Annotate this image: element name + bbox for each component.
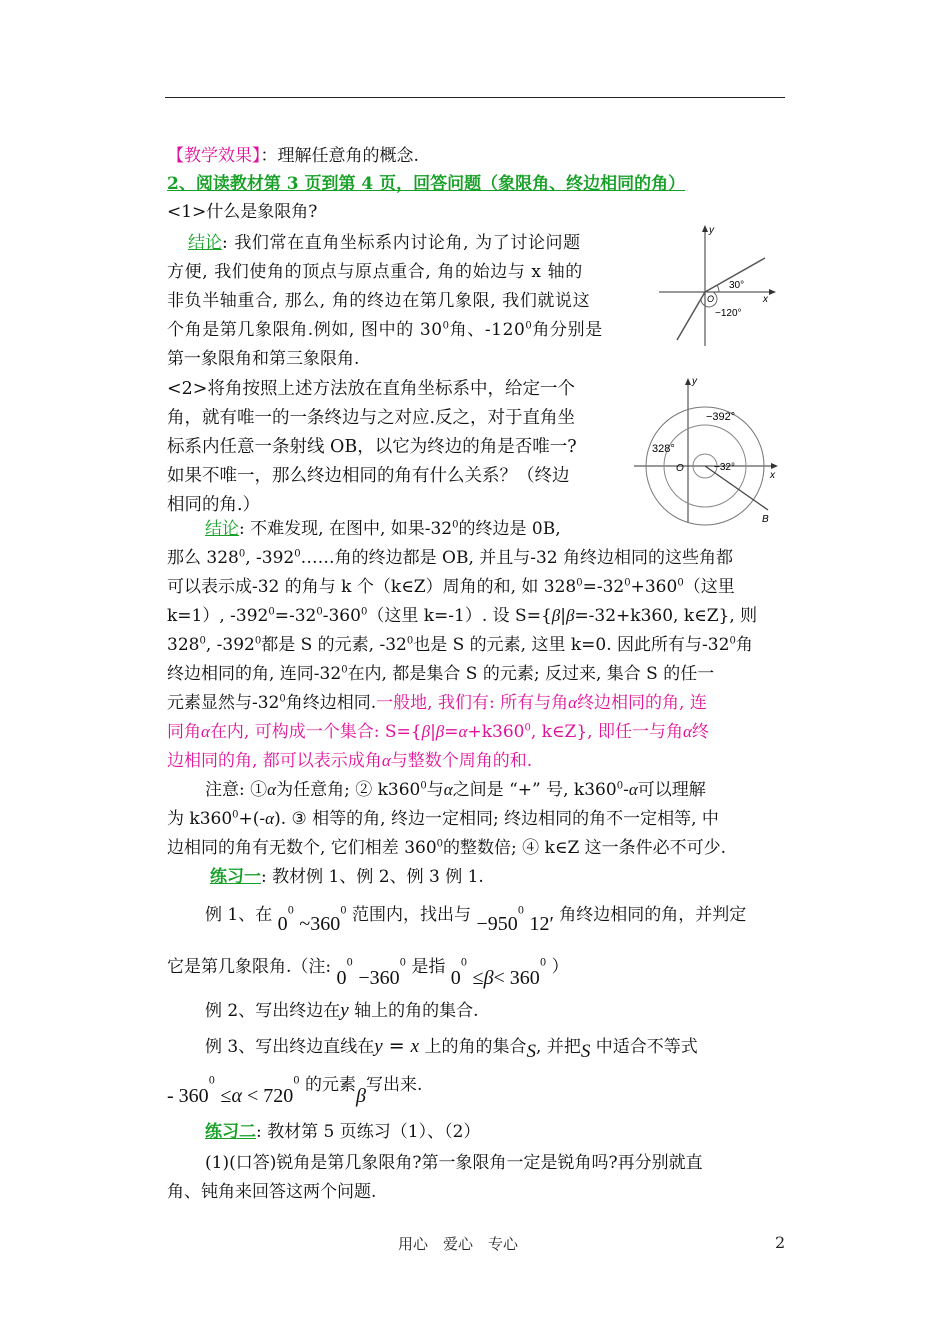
question-1: <1>什么是象限角?	[167, 202, 318, 222]
section-heading: 2、阅读教材第 3 页到第 4 页，回答问题（象限角、终边相同的角）	[167, 174, 686, 194]
exercise-1-line-2: 角、钝角来回答这两个问题.	[167, 1182, 377, 1202]
example-3-range-line: - $360^0 \le\alpha < 720^0$ 的元素β写出来.	[167, 1075, 423, 1107]
fig1-y-label: y	[709, 225, 714, 236]
fig2-minus392-label: −392°	[706, 411, 736, 423]
example-1-line: 例 1、在 $0^0$ $\sim 360^0$ 范围内，找出与 $-950^0$ 12′ 角终边相同的角，并判定	[205, 905, 747, 935]
q2-line-2: 角，就有唯一的一条终边与之对应.反之，对于直角坐	[167, 408, 576, 428]
p1-line-3: 非负半轴重合, 那么, 角的终边在第几象限, 我们就说这	[167, 291, 591, 311]
q2-line-5: 相同的角.）	[167, 495, 261, 515]
p2-line-6: 终边相同的角, 连同$-32^0$在内, 都是集合 S 的元素; 反过来, 集合 S 的任一	[167, 664, 715, 684]
note-line-3: 边相同的角有无数个, 它们相差 $360^0$的整数倍; ④ k∈Z 这一条件必不可少.	[167, 838, 727, 858]
example-2-line: 例 2、写出终边在y 轴上的角的集合.	[205, 1000, 479, 1021]
arc-30	[717, 285, 719, 292]
p2-line-2: 那么 $328^0$, $-392^0\dots\dots$角的终边都是 OB, 并且与-32 角终边相同的这些角都	[167, 548, 734, 568]
note-line-2: 为 $k360^0+(-\alpha)$. ③ 相等的角, 终边一定相同; 终边相同的角不一定相等, 中	[167, 809, 719, 829]
x-axis-arrow	[769, 289, 776, 295]
teaching-effect-tag: 【教学效果】	[167, 146, 261, 166]
header-rule	[165, 97, 785, 98]
quadrant-angle-figure	[655, 222, 780, 350]
fig2-B-label: B	[762, 514, 769, 525]
fig2-328-label: 328°	[652, 443, 675, 455]
example-1-note-line: 它是第几象限角.（注: $0^0 -360^0$ 是指 $0^0 \le\beta< 360^0$ ）	[167, 957, 569, 989]
practice-1-tag: 练习一	[210, 867, 261, 887]
teaching-effect-line: 【教学效果】：理解任意角的概念.	[167, 146, 419, 166]
practice-1-line: 练习一: 教材例 1、例 2、例 3 例 1.	[210, 867, 484, 887]
q2-line-4: 如果不唯一，那么终边相同的角有什么关系？（终边	[167, 466, 570, 486]
note-line-1: 注意: ①α为任意角; ② $k360^0$与α之间是 “+” 号, $k360^0-\alpha$可以理解	[205, 780, 706, 800]
p2-line-8: 同角α在内, 可构成一个集合: $S=\{\beta|\beta=\alpha+k360^0$, k∈Z}, 即任一与角α终	[167, 722, 709, 742]
x-axis-arrow	[771, 463, 778, 469]
example-3-line: 例 3、写出终边直线在y = x 上的角的集合S, 并把S 中适合不等式	[205, 1035, 698, 1062]
p2-line-7: 元素显然与$-32^0$角终边相同.一般地, 我们有: 所有与角α终边相同的角, 连	[167, 693, 707, 713]
fig2-minus32-label: −32°	[714, 462, 735, 473]
p2-line-1: 结论: 不难发现, 在图中, 如果$-32^0$的终边是 0B,	[205, 519, 561, 539]
coterminal-angle-figure	[628, 372, 784, 527]
conclusion-tag-2: 结论	[205, 519, 239, 539]
y-axis-arrow	[685, 378, 691, 385]
fig2-y-label: y	[692, 376, 697, 387]
footer-motto: 用心 爱心 专心	[398, 1235, 519, 1253]
p2-line-9: 边相同的角, 都可以表示成角α与整数个周角的和.	[167, 751, 533, 771]
fig1-30-label: 30°	[729, 280, 745, 291]
p1-line-5: 第一象限角和第三象限角.	[167, 349, 360, 369]
practice-2-tag: 练习二	[205, 1122, 256, 1142]
fig1-origin-label: O	[707, 294, 715, 304]
p2-line-4: k=1）, $-392^0=-32^0-360^0$（这里 k=-1）. 设 S={β|β=-32+k360, k∈Z}, 则	[167, 606, 758, 626]
practice-2-line: 练习二: 教材第 5 页练习（1）、（2）	[205, 1122, 481, 1142]
p1-line-4: 个角是第几象限角.例如, 图中的 $30^0$角、$-120^0$角分别是	[167, 320, 603, 340]
page-number: 2	[775, 1233, 786, 1252]
p1-line-1: 结论: 我们常在直角坐标系内讨论角, 为了讨论问题	[188, 233, 581, 253]
exercise-1-line-1: (1)(口答)锐角是第几象限角?第一象限角一定是锐角吗?再分别就直	[205, 1153, 703, 1173]
p2-line-3: 可以表示成-32 的角与 k 个（k∈Z）周角的和, 如 $328^0=-32^0+360^0$（这里	[167, 577, 735, 597]
q2-line-1: <2>将角按照上述方法放在直角坐标系中，给定一个	[167, 379, 575, 399]
p1-line-2: 方便, 我们使角的顶点与原点重合, 角的始边与 x 轴的	[167, 262, 583, 282]
y-axis-arrow	[702, 225, 708, 232]
fig2-origin-label: O	[676, 463, 684, 474]
q2-line-3: 标系内任意一条射线 OB，以它为终边的角是否唯一?	[167, 437, 577, 457]
fig1-x-label: x	[763, 294, 768, 305]
p2-line-5: $328^0$, $-392^0$都是 S 的元素, $-32^0$也是 S 的元素, 这里 k=0. 因此所有与$-32^0$角	[167, 635, 753, 655]
conclusion-tag: 结论	[188, 233, 222, 253]
fig2-x-label: x	[770, 470, 775, 481]
fig1-minus120-label: −120°	[715, 308, 742, 319]
